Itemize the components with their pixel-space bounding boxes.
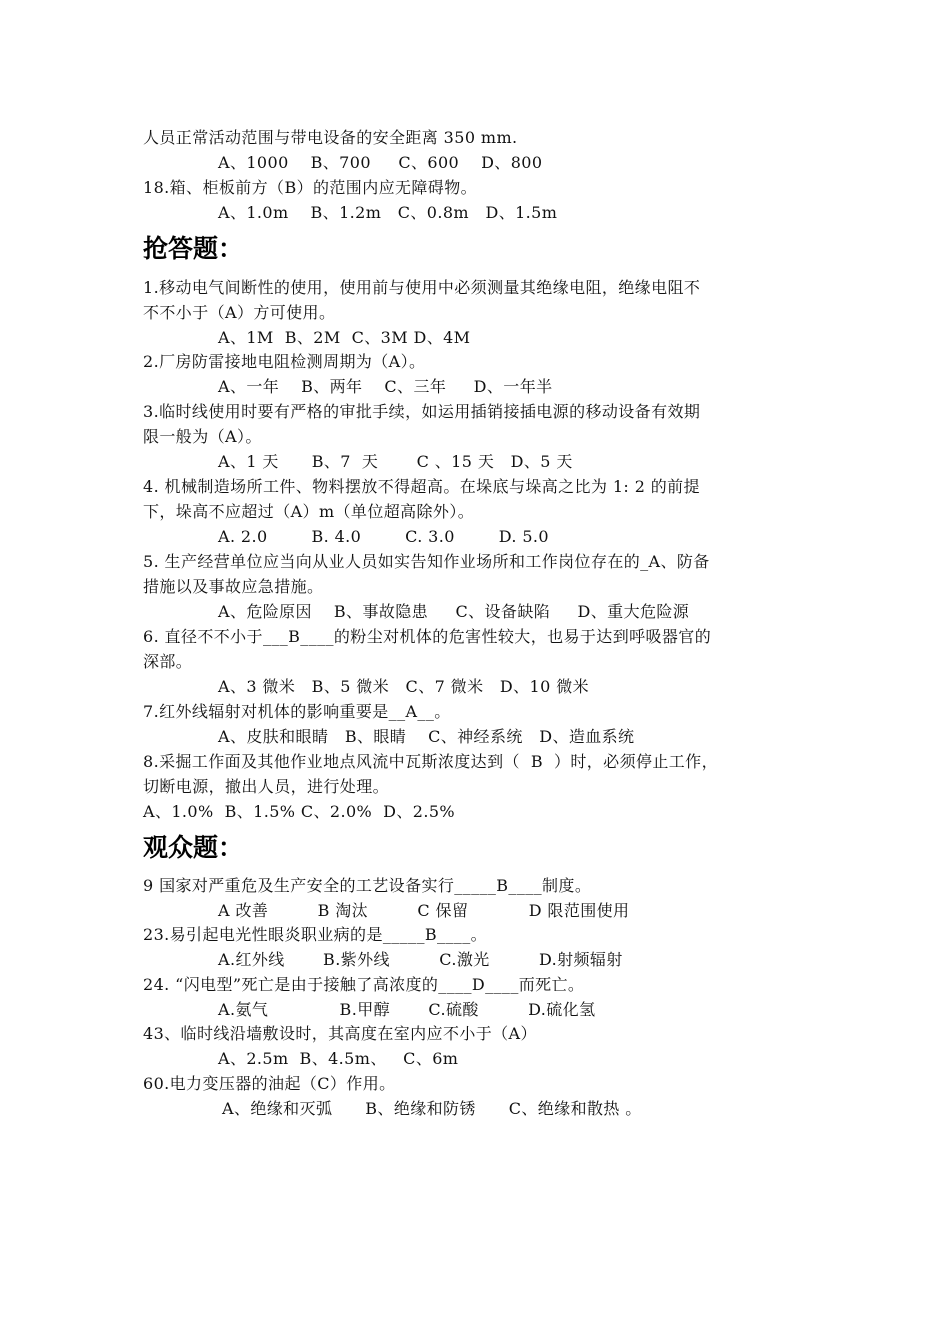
text-line: 限一般为（A）。	[143, 427, 262, 446]
answer-options: A、皮肤和眼睛 B、眼睛 C、神经系统 D、造血系统	[218, 727, 635, 746]
question-9: 9 国家对严重危及生产安全的工艺设备实行_____B____制度。	[143, 876, 592, 895]
question-4: 4. 机械制造场所工件、物料摆放不得超高。在垛底与垛高之比为 1: 2 的前提	[143, 477, 700, 496]
answer-options: A、绝缘和灭弧 B、绝缘和防锈 C、绝缘和散热 。	[222, 1099, 642, 1118]
question-7: 7.红外线辐射对机体的影响重要是__A__。	[143, 702, 451, 721]
answer-options: A. 2.0 B. 4.0 C. 3.0 D. 5.0	[218, 527, 549, 546]
question-1: 1.移动电气间断性的使用，使用前与使用中必须测量其绝缘电阻，绝缘电阻不	[143, 278, 701, 297]
answer-options: A、1.0m B、1.2m C、0.8m D、1.5m	[218, 203, 558, 222]
question-60: 60.电力变压器的油起（C）作用。	[143, 1074, 396, 1093]
answer-options: A 改善 B 淘汰 C 保留 D 限范围使用	[218, 901, 630, 920]
answer-options: A、3 微米 B、5 微米 C、7 微米 D、10 微米	[218, 677, 589, 696]
answer-options: A、1000 B、700 C、600 D、800	[218, 153, 543, 172]
text-line: 不不小于（A）方可使用。	[143, 303, 336, 322]
answer-options: A、1.0% B、1.5% C、2.0% D、2.5%	[143, 802, 456, 821]
answer-options: A、1 天 B、7 天 C 、15 天 D、5 天	[218, 452, 573, 471]
question-3: 3.临时线使用时要有严格的审批手续，如运用插销接插电源的移动设备有效期	[143, 402, 701, 421]
answer-options: A.红外线 B.紫外线 C.激光 D.射频辐射	[218, 950, 623, 969]
answer-options: A、危险原因 B、事故隐患 C、设备缺陷 D、重大危险源	[218, 602, 690, 621]
question-23: 23.易引起电光性眼炎职业病的是_____B____。	[143, 925, 488, 944]
question-24: 24. “闪电型”死亡是由于接触了高浓度的____D____而死亡。	[143, 975, 585, 994]
text-line: 措施以及事故应急措施。	[143, 577, 324, 596]
answer-options: A、一年 B、两年 C、三年 D、一年半	[218, 377, 553, 396]
section-heading-rush: 抢答题：	[143, 234, 244, 263]
question-2: 2.厂房防雷接地电阻检测周期为（A）。	[143, 352, 426, 371]
text-line: 深部。	[143, 652, 193, 671]
answer-options: A、2.5m B、4.5m、 C、6m	[218, 1049, 459, 1068]
answer-options: A.氨气 B.甲醇 C.硫酸 D.硫化氢	[218, 1000, 596, 1019]
text-line: 切断电源，撤出人员，进行处理。	[143, 777, 390, 796]
question-18: 18.箱、柜板前方（B）的范围内应无障碍物。	[143, 178, 478, 197]
text-line: 下，垛高不应超过（A）m（单位超高除外）。	[143, 502, 475, 521]
answer-options: A、1M B、2M C、3M D、4M	[218, 328, 471, 347]
question-6: 6. 直径不不小于___B____的粉尘对机体的危害性较大，也易于达到呼吸器官的	[143, 627, 712, 646]
question-8: 8.采掘工作面及其他作业地点风流中瓦斯浓度达到（ B ）时，必须停止工作，	[143, 752, 718, 771]
question-43: 43、临时线沿墙敷设时，其高度在室内应不小于（A）	[143, 1024, 537, 1043]
text-line: 人员正常活动范围与带电设备的安全距离 350 mm.	[143, 128, 518, 147]
section-heading-audience: 观众题：	[143, 833, 244, 862]
question-5: 5. 生产经营单位应当向从业人员如实告知作业场所和工作岗位存在的_A、防备	[143, 552, 710, 571]
